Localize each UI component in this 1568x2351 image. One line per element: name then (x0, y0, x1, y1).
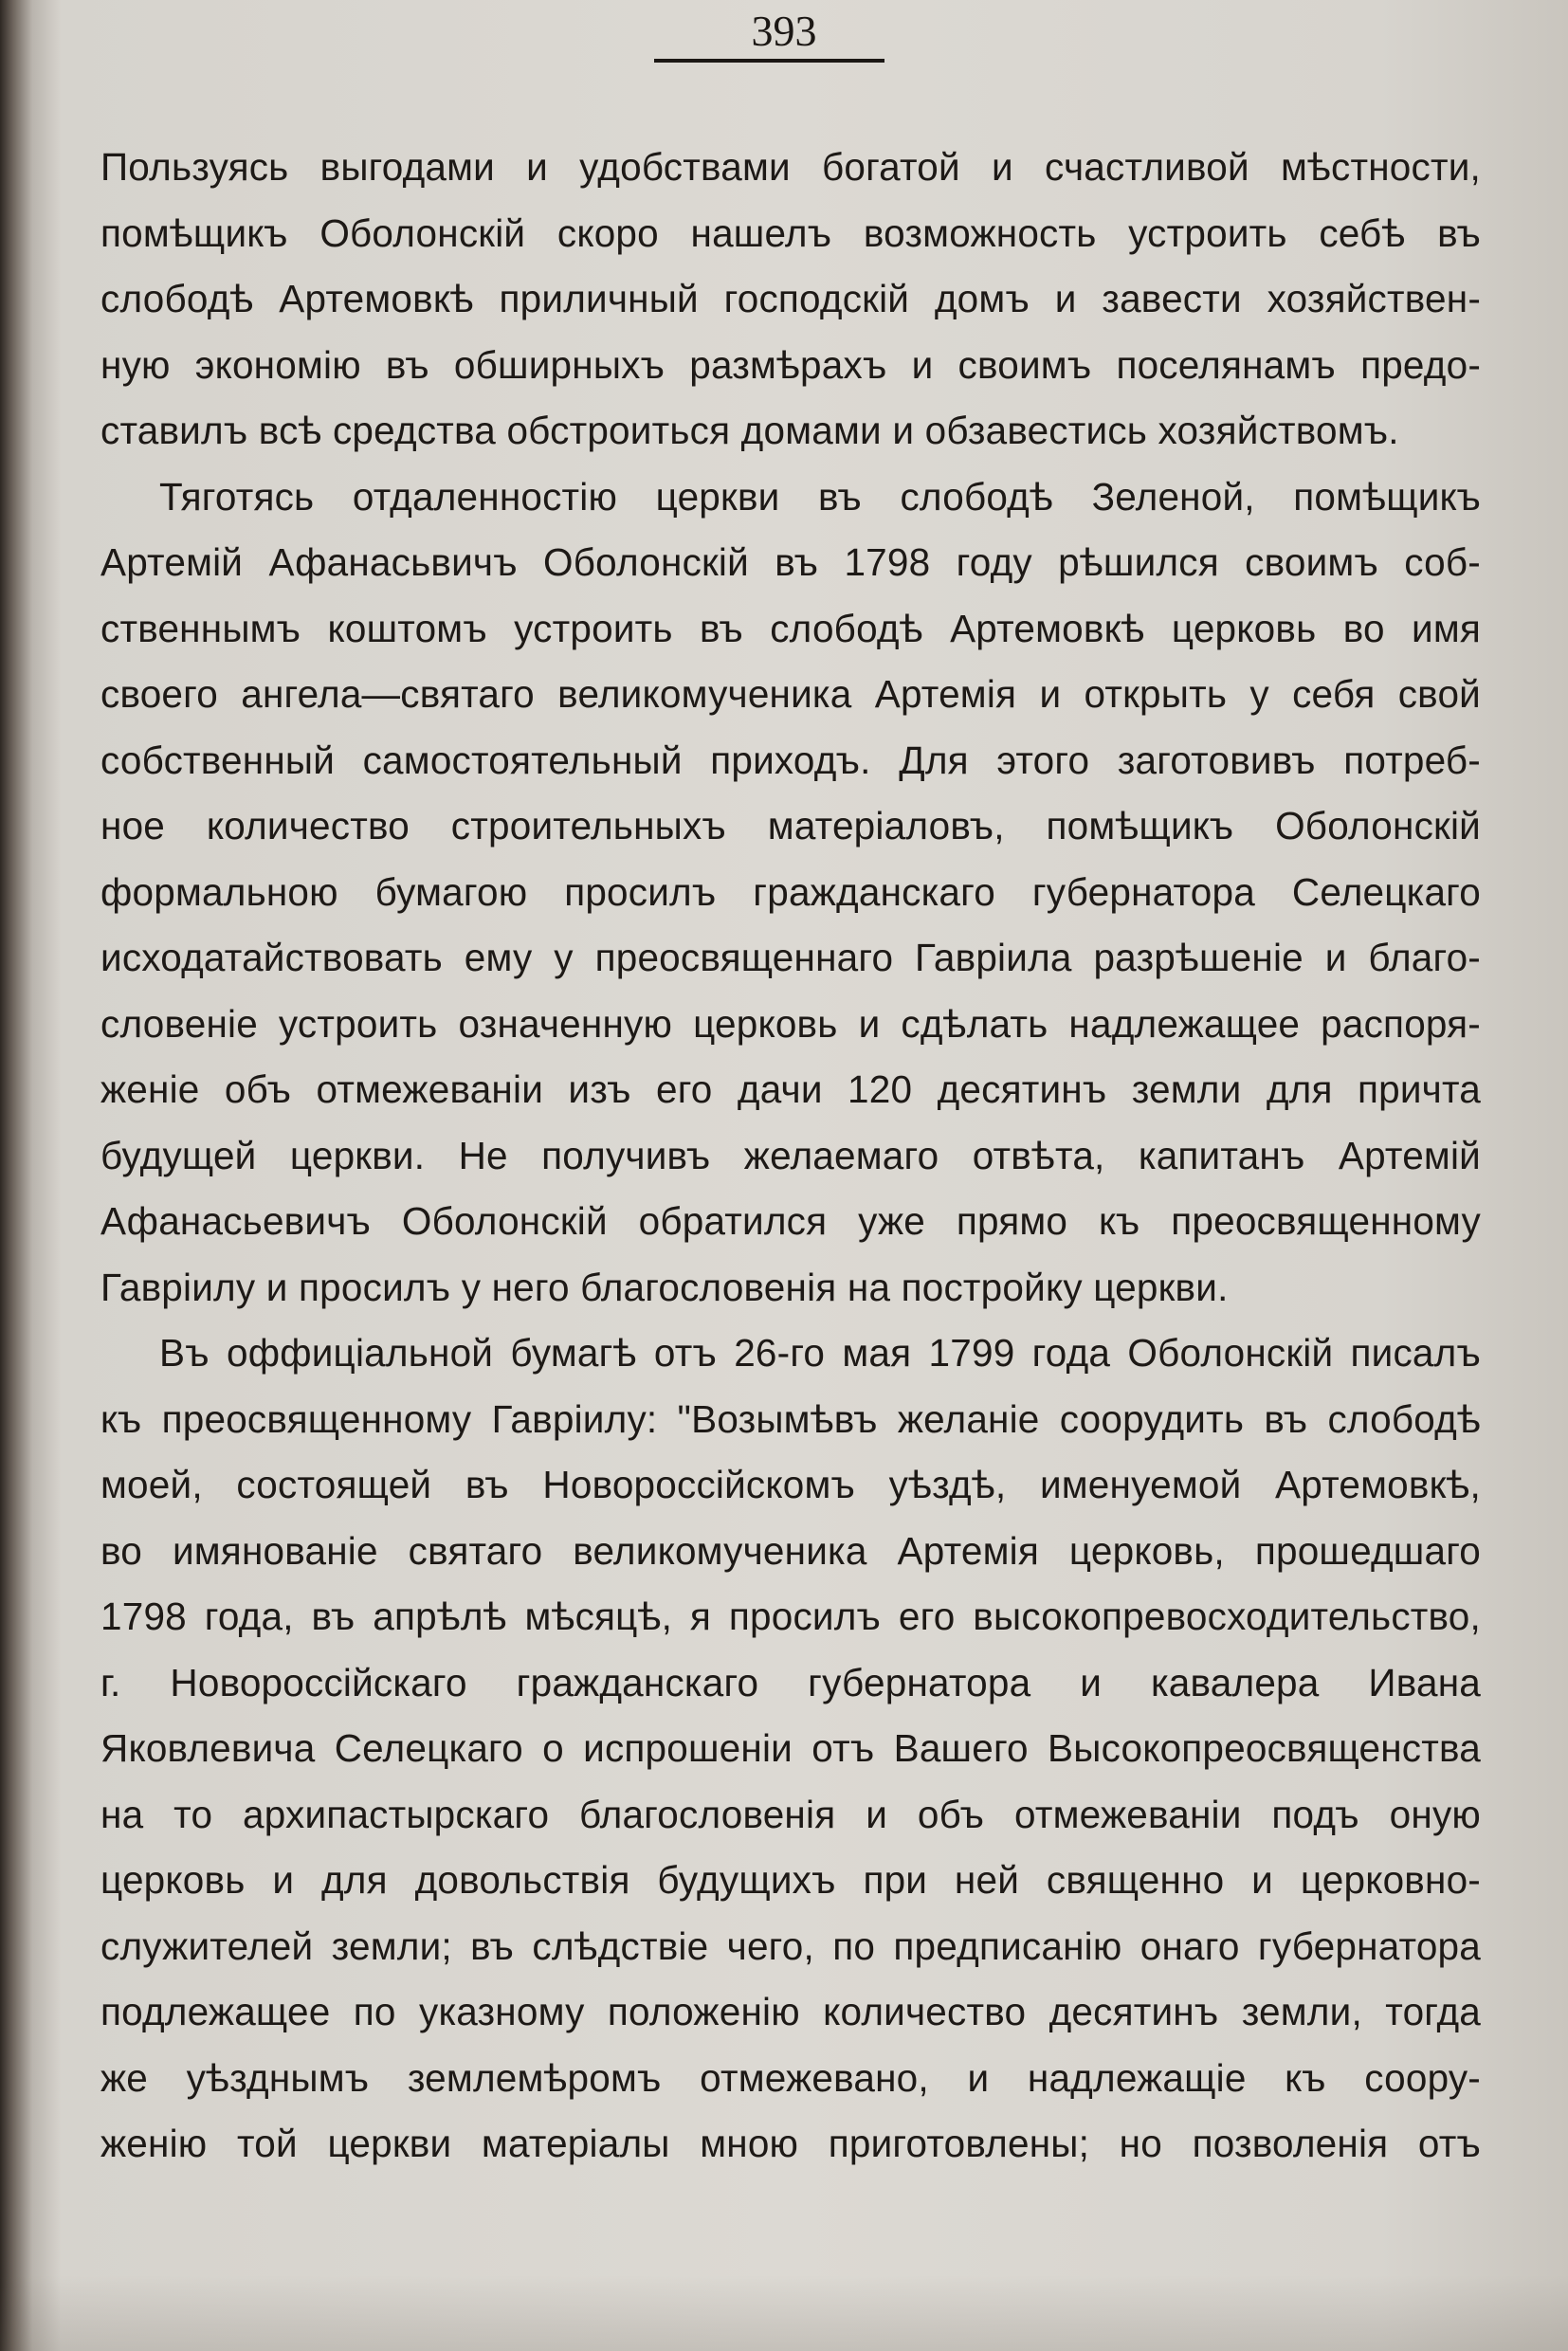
text-line: формальною бумагою просилъ гражданскаго губернатора Селецкаго (100, 869, 1481, 914)
text-line: помѣщикъ Оболонскій скоро нашелъ возможность устроить себѣ въ (100, 210, 1481, 255)
text-line: служителей земли; въ слѣдствіе чего, по предписанію онаго губернатора (100, 1923, 1481, 1968)
text-line: ставилъ всѣ средства обстроиться домами и обзавестись хозяйствомъ. (100, 409, 1399, 452)
text-line: г. Новороссійскаго гражданскаго губернатора и кавалера Ивана (100, 1660, 1481, 1704)
page-body-text (100, 135, 1481, 2178)
text-line: ную экономію въ обширныхъ размѣрахъ и своимъ поселянамъ предо- (100, 342, 1481, 387)
text-line: Яковлевича Селецкаго о испрошеніи отъ Вашего Высокопреосвященства (100, 1726, 1481, 1770)
text-line: Артемій Афанасьвичъ Оболонскій въ 1798 году рѣшился своимъ соб- (100, 540, 1481, 584)
text-line: женію той церкви матеріалы мною приготовлены; но позволенія отъ (100, 2122, 1481, 2165)
text-line: женіе объ отмежеваніи изъ его дачи 120 десятинъ земли для причта (100, 1067, 1481, 1111)
text-line: будущей церкви. Не получивъ желаемаго отвѣта, капитанъ Артемій (100, 1133, 1481, 1177)
text-line: церковь и для довольствія будущихъ при ней священно и церковно- (100, 1858, 1481, 1902)
page-number-underline (654, 59, 884, 63)
text-line: во имянованіе святаго великомученика Артемія церковь, прошедшаго (100, 1528, 1481, 1573)
text-line: своего ангела—святаго великомученика Артемія и открыть у себя свой (100, 672, 1481, 716)
text-line: словеніе устроить означенную церковь и сдѣлать надлежащее распоря- (100, 1001, 1481, 1046)
text-line: собственный самостоятельный приходъ. Для этого заготовивъ потреб- (100, 738, 1481, 782)
text-line: же уѣзднымъ землемѣромъ отмежевано, и надлежащіе къ соору- (100, 2055, 1481, 2100)
page-number: 393 (751, 7, 817, 55)
text-line: 1798 года, въ апрѣлѣ мѣсяцѣ, я просилъ его высокопревосходительство, (100, 1595, 1481, 1638)
text-line: Афанасьевичъ Оболонскій обратился уже прямо къ преосвященному (100, 1199, 1481, 1243)
text-line: Гавріилу и просилъ у него благословенія на постройку церкви. (100, 1265, 1229, 1309)
text-line: исходатайствовать ему у преосвященнаго Гавріила разрѣшеніе и благо- (100, 936, 1481, 979)
text-line: Тяготясь отдаленностію церкви въ слободѣ Зеленой, помѣщикъ (159, 474, 1481, 519)
text-line: подлежащее по указному положенію количество десятинъ земли, тогда (100, 1990, 1481, 2033)
text-line: къ преосвященному Гавріилу: "Возымѣвъ желаніе соорудить въ слободѣ (100, 1396, 1481, 1441)
text-line: слободѣ Артемовкѣ приличный господскій домъ и завести хозяйствен- (100, 277, 1481, 320)
text-line: Въ оффиціальной бумагѣ отъ 26-го мая 1799 года Оболонскій писалъ (159, 1331, 1481, 1375)
text-line: Пользуясь выгодами и удобствами богатой и счастливой мѣстности, (100, 145, 1481, 189)
text-line: ное количество строительныхъ матеріаловъ, помѣщикъ Оболонскій (100, 804, 1481, 847)
text-line: ственнымъ коштомъ устроить въ слободѣ Артемовкѣ церковь во имя (100, 606, 1481, 650)
text-line: моей, состоящей въ Новороссійскомъ уѣздѣ, именуемой Артемовкѣ, (100, 1463, 1481, 1506)
text-line: на то архипастырскаго благословенія и объ отмежеваніи подъ оную (100, 1792, 1481, 1836)
